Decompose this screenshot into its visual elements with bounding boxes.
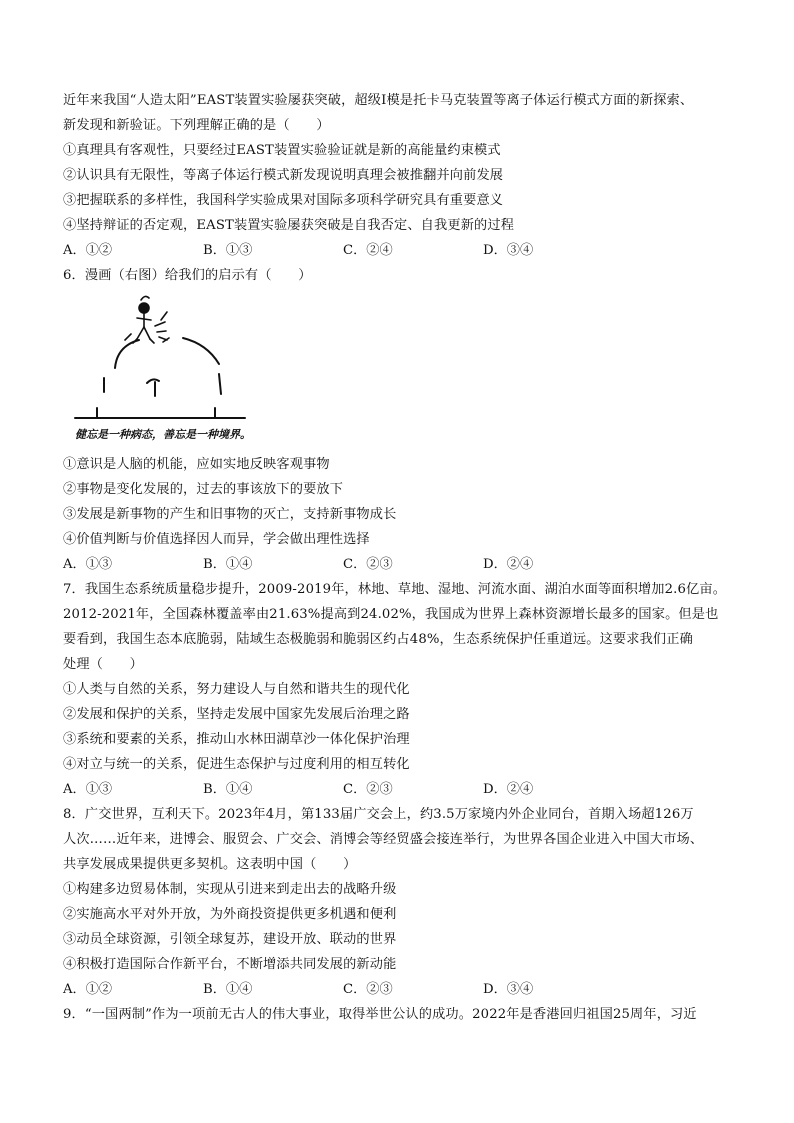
question-6: [63, 263, 743, 577]
q6-choice-c[interactable]: C．②③: [343, 557, 393, 572]
q8-option-1: ①构建多边贸易体制，实现从引进来到走出去的战略升级: [63, 882, 397, 897]
cartoon-caption: 健忘是一种病态，善忘是一种境界。: [75, 428, 251, 441]
question-9: [63, 1002, 743, 1027]
q8-option-2: ②实施高水平对外开放，为外商投资提供更多机遇和便利: [63, 907, 397, 922]
q8-option-4: ④积极打造国际合作新平台，不断增添共同发展的新动能: [63, 957, 397, 972]
exam-page: [63, 88, 743, 1027]
q7-stem-line-1: 7．我国生态系统质量稳步提升，2009-2019年，林地、草地、湿地、河流水面、湖泊水面等面积增加2.6亿亩。: [63, 582, 727, 597]
question-5: [63, 88, 743, 263]
q7-option-4: ④对立与统一的关系，促进生态保护与过度利用的相互转化: [63, 757, 410, 772]
q7-option-3: ③系统和要素的关系，推动山水林田湖草沙一体化保护治理: [63, 732, 410, 747]
q5-choice-a[interactable]: A．①②: [63, 243, 113, 258]
q7-choices: [63, 777, 743, 802]
cartoon-drawing: [71, 290, 271, 430]
q6-choice-d[interactable]: D．②④: [483, 557, 534, 572]
q7-stem-line-2: 2012-2021年，全国森林覆盖率由21.63%提高到24.02%，我国成为世界上森林资源增长最多的国家。但是也: [63, 607, 719, 622]
q7-choice-d[interactable]: D．②④: [483, 782, 534, 797]
q5-option-1: ①真理具有客观性，只要经过EAST装置实验验证就是新的高能量约束模式: [63, 143, 501, 158]
q5-choice-b[interactable]: B．①③: [203, 243, 253, 258]
q8-choice-a[interactable]: A．①②: [63, 982, 113, 997]
q6-option-1: ①意识是人脑的机能，应如实地反映客观事物: [63, 457, 330, 472]
q7-stem-line-3: 要看到，我国生态本底脆弱，陆域生态极脆弱和脆弱区约占48%，生态系统保护任重道远。这要求我们正确: [63, 632, 693, 647]
q5-stem-line-2: 新发现和新验证。下列理解正确的是（ ）: [63, 118, 330, 133]
q7-option-1: ①人类与自然的关系，努力建设人与自然和谐共生的现代化: [63, 682, 410, 697]
question-7: [63, 577, 743, 802]
q6-stem: 6．漫画（右图）给我们的启示有（ ）: [63, 268, 312, 283]
q6-choice-b[interactable]: B．①④: [203, 557, 253, 572]
q5-option-2: ②认识具有无限性，等离子体运行模式新发现说明真理会被推翻并向前发展: [63, 168, 504, 183]
q6-option-4: ④价值判断与价值选择因人而异，学会做出理性选择: [63, 532, 370, 547]
q8-stem-line-1: 8．广交世界，互利天下。2023年4月，第133届广交会上，约3.5万家境内外企业同台，首期入场超126万: [63, 807, 694, 822]
q7-option-2: ②发展和保护的关系，坚持走发展中国家先发展后治理之路: [63, 707, 410, 722]
q5-choice-d[interactable]: D．③④: [483, 243, 534, 258]
q8-stem-line-3: 共享发展成果提供更多契机。这表明中国（ ）: [63, 857, 357, 872]
q6-option-3: ③发展是新事物的产生和旧事物的灭亡，支持新事物成长: [63, 507, 397, 522]
q5-choices: [63, 238, 743, 263]
q8-option-3: ③动员全球资源，引领全球复苏，建设开放、联动的世界: [63, 932, 397, 947]
question-8: [63, 802, 743, 1002]
q5-choice-c[interactable]: C．②④: [343, 243, 393, 258]
q6-choices: [63, 552, 743, 577]
q7-choice-b[interactable]: B．①④: [203, 782, 253, 797]
q8-choice-d[interactable]: D．③④: [483, 982, 534, 997]
q6-choice-a[interactable]: A．①③: [63, 557, 113, 572]
q8-stem-line-2: 人次……近年来，进博会、服贸会、广交会、消博会等经贸盛会接连举行，为世界各国企业进入中国大市场、: [63, 832, 704, 847]
q7-stem-line-4: 处理（ ）: [63, 657, 144, 672]
q5-option-3: ③把握联系的多样性，我国科学实验成果对国际多项科学研究具有重要意义: [63, 193, 504, 208]
q8-choice-b[interactable]: B．①④: [203, 982, 253, 997]
q8-choices: [63, 977, 743, 1002]
q9-stem-line-1: 9．“一国两制”作为一项前无古人的伟大事业，取得举世公认的成功。2022年是香港回归祖国25周年，习近: [63, 1007, 697, 1022]
q5-stem-line-1: 近年来我国“人造太阳”EAST装置实验屡获突破，超级I模是托卡马克装置等离子体运行模式方面的新探索、: [63, 93, 694, 108]
q5-option-4: ④坚持辩证的否定观，EAST装置实验屡获突破是自我否定、自我更新的过程: [63, 218, 515, 233]
q7-choice-c[interactable]: C．②③: [343, 782, 393, 797]
q6-cartoon: [71, 290, 271, 450]
q7-choice-a[interactable]: A．①③: [63, 782, 113, 797]
q8-choice-c[interactable]: C．②③: [343, 982, 393, 997]
q6-option-2: ②事物是变化发展的，过去的事该放下的要放下: [63, 482, 344, 497]
